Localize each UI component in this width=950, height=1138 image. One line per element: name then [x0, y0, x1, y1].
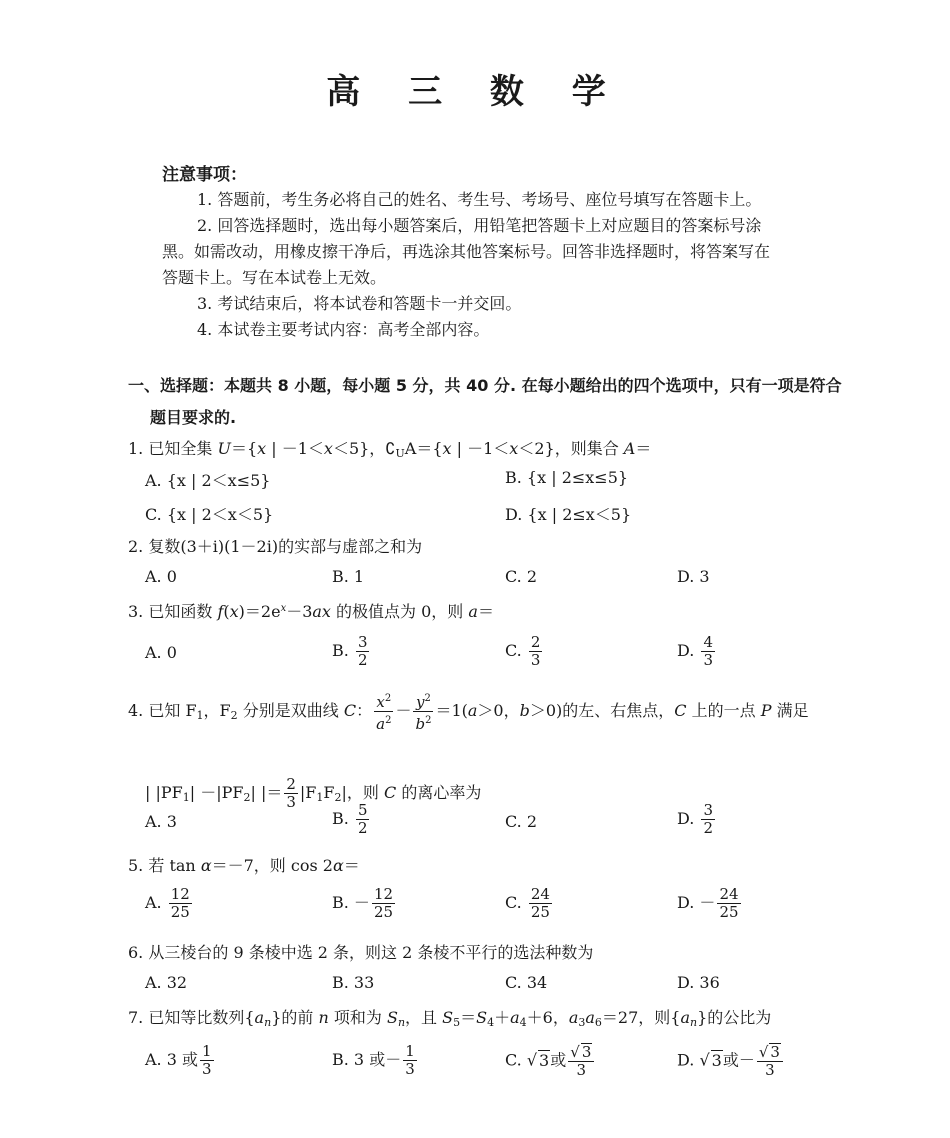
option-d: D. √ 3或－ $\frac{√ 3}{3}$: [677, 1043, 785, 1079]
question-1: 1. 已知全集 U＝{x | －1＜x＜5}，$∁_UA=\{x$ | －1＜x＜2}，则集合 A＝: [128, 439, 652, 460]
notice-item: 4. 本试卷主要考试内容：高考全部内容。: [197, 320, 490, 339]
notice-item: 2. 回答选择题时，选出每小题答案后，用铅笔把答题卡上对应题目的答案标号涂: [197, 216, 762, 235]
section-heading-cont: 题目要求的.: [150, 408, 237, 427]
option-b: B. 33: [332, 973, 375, 992]
option-a: A. 3 或 $\frac{1}{3}$: [145, 1042, 212, 1078]
option-d: D. － $\frac{24}{25}$: [677, 885, 739, 921]
option-a: A. 3: [145, 812, 177, 831]
option-b: B. $\frac{3}{2}$: [332, 633, 368, 669]
question-4: 4. 已知 $F_1$，$F_2$ 分别是双曲线 C： $\frac{x^2}{a^2}$ － $\frac{y^2}{b^2}$ ＝1(a＞0，b＞0)的左、右焦点，C 上的一点 P 满足: [128, 690, 809, 733]
notice-item: 3. 考试结束后，将本试卷和答题卡一并交回。: [197, 294, 522, 313]
option-c: C. 34: [505, 973, 548, 992]
option-c: C. 2: [505, 567, 538, 586]
question-6: 6. 从三棱台的 9 条棱中选 2 条，则这 2 条棱不平行的选法种数为: [128, 943, 594, 962]
option-b: B. {x | 2≤x≤5}: [505, 468, 629, 487]
notice-item: 答题卡上。写在本试卷上无效。: [162, 268, 387, 287]
option-c: C. √ 3或 $\frac{√ 3}{3}$: [505, 1043, 596, 1079]
question-3: 3. 已知函数 $f(x)=2e^x-3ax$ 的极值点为 0，则 a＝: [128, 602, 494, 621]
option-b: B. 1: [332, 567, 365, 586]
question-5: 5. 若 tan α＝－7，则 cos 2α＝: [128, 856, 360, 875]
option-d: D. $\frac{4}{3}$: [677, 633, 713, 669]
option-d: D. $\frac{3}{2}$: [677, 801, 713, 837]
option-a: A. 0: [145, 567, 177, 586]
notice-item: 黑。如需改动，用橡皮擦干净后，再选涂其他答案标号。回答非选择题时，将答案写在: [162, 242, 771, 261]
option-a: A. 32: [145, 973, 188, 992]
option-a: A. {x | 2＜x≤5}: [145, 471, 271, 490]
option-b: B. － $\frac{12}{25}$: [332, 885, 394, 921]
option-d: D. 3: [677, 567, 710, 586]
page-title: 高 三 数 学: [326, 72, 624, 112]
option-d: D. 36: [677, 973, 720, 992]
option-b: B. $\frac{5}{2}$: [332, 801, 368, 837]
option-c: C. {x | 2＜x＜5}: [145, 505, 274, 524]
question-7: 7. 已知等比数列$\{a_n\}$的前 n 项和为 $S_n$，且 $S_5=S_4+a_4+6$，$a_3a_6=27$，则$\{a_n\}$的公比为: [128, 1008, 772, 1029]
option-c: C. $\frac{24}{25}$: [505, 885, 550, 921]
notice-item: 1. 答题前，考生务必将自己的姓名、考生号、考场号、座位号填写在答题卡上。: [197, 190, 762, 209]
option-a: A. $\frac{12}{25}$: [145, 885, 190, 921]
option-c: C. 2: [505, 812, 538, 831]
section-heading: 一、选择题：本题共 8 小题，每小题 5 分，共 40 分. 在每小题给出的四个选项中，只有一项是符合: [128, 376, 842, 395]
option-a: A. 0: [145, 643, 177, 662]
question-2: 2. 复数(3＋i)(1－2i)的实部与虚部之和为: [128, 537, 423, 556]
option-d: D. {x | 2≤x＜5}: [505, 505, 632, 524]
option-b: B. 3 或－ $\frac{1}{3}$: [332, 1042, 415, 1078]
option-c: C. $\frac{2}{3}$: [505, 633, 541, 669]
notice-heading: 注意事项：: [162, 165, 247, 185]
question-4-line2: | $|PF_1| -|PF_2|$ |＝ $\frac{2}{3}$ $|F_1F_2|$，则 C 的离心率为: [145, 775, 482, 811]
